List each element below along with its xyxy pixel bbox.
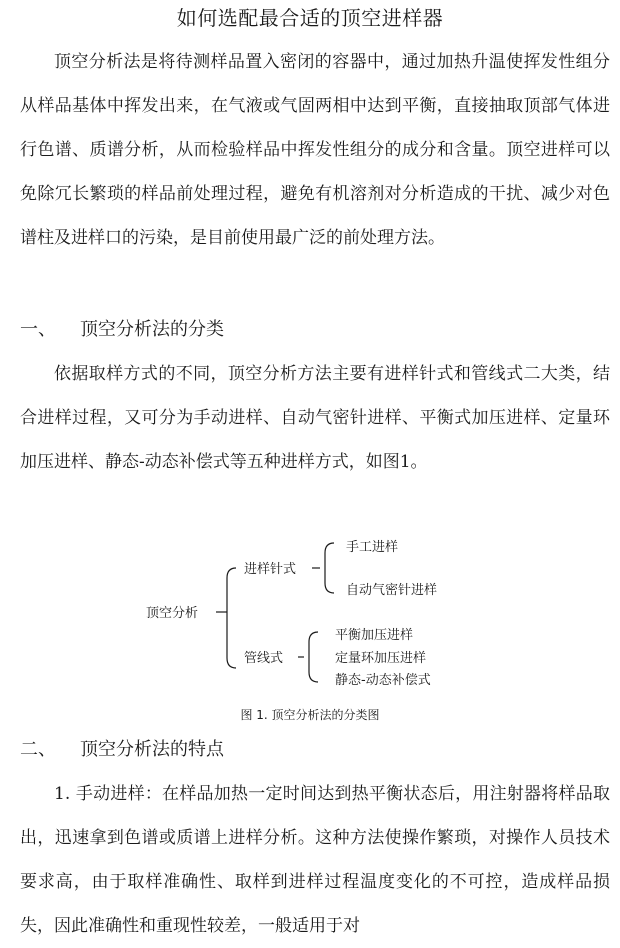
tree-leaf-balanced-pressure: 平衡加压进样 <box>335 628 414 643</box>
tree-root-label: 顶空分析 <box>146 606 199 621</box>
tree-leaf-auto-syringe: 自动气密针进样 <box>346 583 438 598</box>
tree-leaf-static-dynamic: 静态-动态补偿式 <box>335 673 431 688</box>
section-1-title: 顶空分析法的分类 <box>80 319 224 340</box>
classification-diagram <box>0 528 620 698</box>
tree-branch-needle: 进样针式 <box>244 562 297 577</box>
figure-caption: 图 1. 顶空分析法的分类图 <box>240 708 380 722</box>
section-1-heading <box>20 316 224 344</box>
section-2-paragraph: 1. 手动进样：在样品加热一定时间达到热平衡状态后，用注射器将样品取出，迅速拿到色谱或质谱上进样分析。这种方法使操作繁琐，对操作人员技术要求高，由于取样准确性、取样到进样过程温度变化的不可控，造成样品损失，因此准确性和重现性较差，一般适用于对 <box>20 784 610 936</box>
section-2-title: 顶空分析法的特点 <box>80 739 224 760</box>
tree-branch-pipeline: 管线式 <box>244 651 284 666</box>
section-2-number: 二、 <box>20 739 56 760</box>
classification-tree <box>0 528 620 698</box>
tree-leaf-loop-pressure: 定量环加压进样 <box>335 651 427 666</box>
intro-paragraph: 顶空分析法是将待测样品置入密闭的容器中，通过加热升温使挥发性组分从样品基体中挥发出来，在气液或气固两相中达到平衡，直接抽取顶部气体进行色谱、质谱分析，从而检验样品中挥发性组分的成分和含量。顶空进样可以免除冗长繁琐的样品前处理过程，避免有机溶剂对分析造成的干扰、减少对色谱柱及进样口的污染，是目前使用最广泛的前处理方法。 <box>20 52 610 248</box>
tree-leaf-manual: 手工进样 <box>346 540 399 555</box>
section-1-paragraph: 依据取样方式的不同，顶空分析方法主要有进样针式和管线式二大类，结合进样过程，又可分为手动进样、自动气密针进样、平衡式加压进样、定量环加压进样、静态-动态补偿式等五种进样方式，如图1。 <box>20 364 610 472</box>
document-title: 如何选配最合适的顶空进样器 <box>176 6 444 30</box>
section-2-heading <box>20 736 224 764</box>
section-1-number: 一、 <box>20 319 56 340</box>
